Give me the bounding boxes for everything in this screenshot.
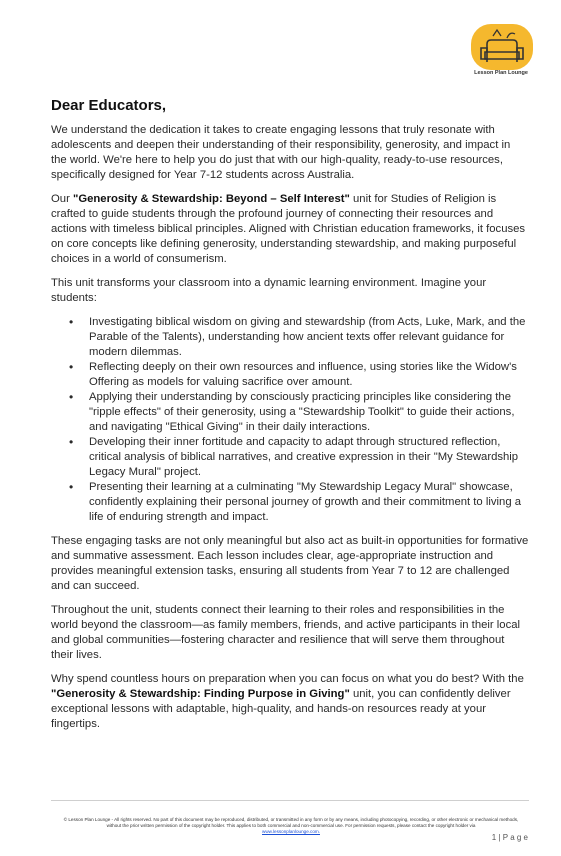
assessment-paragraph: These engaging tasks are not only meaningful but also act as built-in opportunities for formative and summative assessment. Each lesson includes clear, age-appropriate instruction and provides meaningful extension tasks, ensuring all students from Year 7 to 12 are challenged and can succeed.: [51, 535, 529, 592]
closing-paragraph: Why spend countless hours on preparation when you can focus on what you do best? With the "Generosity & Stewardship: Finding Purpose in Giving" unit, you can confidently deliver exceptional lessons with adaptable, high-quality, and hands-on resources ready at your fingertips.: [51, 673, 524, 730]
brand-name: Lesson Plan Lounge: [474, 70, 528, 76]
page-number: 1 | P a g e: [491, 833, 528, 842]
list-item: • Applying their understanding by consciously practicing principles like considering the "ripple effects" of their generosity, using a "Stewardship Toolkit" to guide their actions, and navigating "Ethical Giving" in their daily interactions.: [89, 390, 529, 435]
transform-paragraph: This unit transforms your classroom into a dynamic learning environment. Imagine your students:: [51, 277, 487, 304]
copyright-footer: [56, 817, 526, 835]
unit-title-alt: "Generosity & Stewardship: Finding Purpose in Giving": [51, 688, 350, 700]
letter-body: [51, 123, 529, 741]
connection-paragraph: Throughout the unit, students connect their learning to their roles and responsibilities in the world beyond the classroom—as family members, friends, and active participants in their local and global communities—fostering character and resilience that will serve them throughout their lives.: [51, 604, 521, 661]
website-link[interactable]: www.lessonplanlounge.com.: [262, 829, 320, 834]
list-item: • Presenting their learning at a culminating "My Stewardship Legacy Mural" showcase, confidently explaining their personal journey of growth and their commitment to living a life of enduring strength and impact.: [89, 480, 529, 525]
intro-paragraph: We understand the dedication it takes to create engaging lessons that truly resonate with adolescents and deepen their understanding of their responsibility, generosity, and impact in the world. We're here to help you do just that with our high-quality, ready-to-use resources, specifically designed for Year 7-12 students across Australia.: [51, 124, 511, 181]
sofa-logo-icon: [469, 22, 535, 72]
student-activities-list: [51, 315, 529, 525]
greeting-heading: Dear Educators,: [51, 97, 167, 114]
footer-divider: [51, 800, 529, 801]
unit-title: "Generosity & Stewardship: Beyond – Self Interest": [72, 193, 350, 205]
list-item: • Reflecting deeply on their own resources and influence, using stories like the Widow's Offering as models for valuing sacrifice over amount.: [89, 360, 529, 390]
list-item: • Investigating biblical wisdom on giving and stewardship (from Acts, Luke, Mark, and the Parable of the Talents), understanding how ancient texts offer relevant guidance for modern dilemmas.: [89, 315, 529, 360]
list-item: • Developing their inner fortitude and capacity to adapt through structured reflection, critical analysis of biblical narratives, and creative expression in their "My Stewardship Legacy Mural" project.: [89, 435, 529, 480]
copyright-text: © Lesson Plan Lounge - All rights reserved. No part of this document may be reproduced, distributed, or transmitted in any form or by any means, including photocopying, recording, or other electronic or mechanical methods, without the prior written permission of the copyright holder. This applies to both commercial and non-commercial use. For permission requests, please contact the copyright holder via: [63, 817, 519, 828]
unit-paragraph: Our "Generosity & Stewardship: Beyond – Self Interest" unit for Studies of Religion is crafted to guide students through the profound journey of connecting their resources and actions with timeless biblical principles. Aligned with Christian education frameworks, it focuses on core concepts like defining generosity, understanding stewardship, and making purposeful choices in a world of consumerism.: [51, 193, 526, 265]
